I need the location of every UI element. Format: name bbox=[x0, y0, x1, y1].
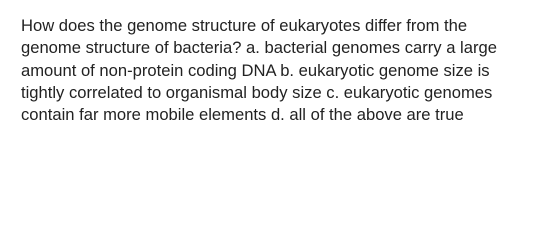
question-line-2: genome structure of bacteria? a. bacterial genomes carry a large bbox=[21, 38, 497, 58]
question-text bbox=[21, 15, 551, 126]
question-line-4: tightly correlated to organismal body size c. eukaryotic genomes bbox=[21, 82, 493, 102]
question-line-1: How does the genome structure of eukaryotes differ from the bbox=[21, 16, 468, 35]
question-line-3: amount of non-protein coding DNA b. eukaryotic genome size is bbox=[21, 60, 490, 80]
question-line-5: contain far more mobile elements d. all of the above are true bbox=[21, 105, 464, 125]
